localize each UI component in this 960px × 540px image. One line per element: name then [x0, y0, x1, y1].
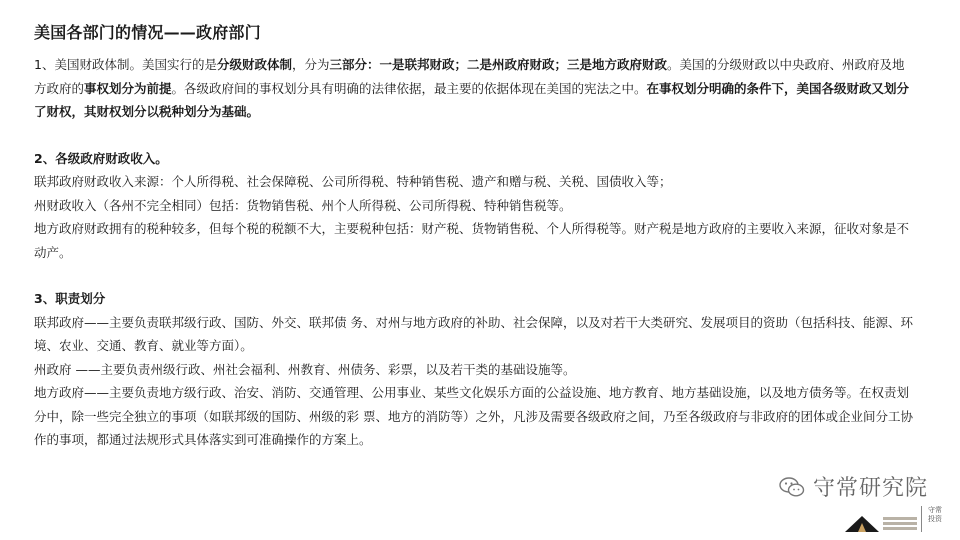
federal-duties: 联邦政府——主要负责联邦级行政、国防、外交、联邦债 务、对州与地方政府的补助、社会保障，以及对若干大类研究、发展项目的资助（包括科技、能源、环境、农业、交通、教育、就业等方面）。: [34, 314, 913, 353]
bold-run: 在事权划分明确的条件下，美国各级财政又划分了财权，其财权划分以税种划分为基础。: [34, 80, 910, 119]
watermark: [779, 471, 928, 502]
page-title: 美国各部门的情况——政府部门: [34, 23, 261, 42]
local-duties: 地方政府——主要负责地方级行政、治安、消防、交通管理、公用事业、某些文化娱乐方面的公益设施、地方教育、地方基础设施，以及地方债务等。在权责划分中，除一些完全独立的事项（如联邦级的国防、州级的彩 票、地方的消防等）之外，凡涉及需要各级政府之间，乃至各级政府与非政府的团体或企业间分工协作的事项，都通过法规形式具体落实到可准确操作的方案上。: [34, 385, 913, 447]
text-run: 。美国的分级财政以中央政府、州政府及地方政府的: [34, 57, 905, 96]
section-2-heading: 2、各级政府财政收入。: [34, 150, 168, 166]
state-duties: 州政府 ——主要负责州级行政、州社会福利、州教育、州债务、彩票，以及若干类的基础设施等。: [34, 361, 576, 377]
bold-run: 事权划分为前提: [84, 80, 172, 96]
section-3-heading: 3、职责划分: [34, 291, 106, 306]
mountain-logo-icon: [845, 512, 879, 532]
federal-revenue: 联邦政府财政收入来源：个人所得税、社会保障税、公司所得税、特种销售税、遗产和赠与税、关税、国债收入等；: [34, 174, 672, 189]
local-revenue: 地方政府财政拥有的税种较多，但每个税的税额不大，主要税种包括：财产税、货物销售税、个人所得税等。财产税是地方政府的主要收入来源，征收对象是不动产。: [34, 221, 910, 260]
text-run: ，分为: [291, 57, 330, 72]
watermark-text: 守常研究院: [812, 476, 928, 501]
slide-body: [34, 53, 914, 452]
bold-run: 分级财政体制: [216, 57, 292, 72]
bold-run: 三部分：一是联邦财政；二是州政府财政；三是地方政府财政: [329, 57, 668, 72]
logo-lines: [883, 517, 917, 530]
wechat-icon: [779, 476, 805, 498]
logo-seal: 守常 投资: [921, 506, 946, 532]
state-revenue: 州财政收入（各州不完全相同）包括：货物销售税、州个人所得税、公司所得税、特种销售税等。: [34, 197, 572, 213]
section-1-paragraph: [34, 53, 914, 124]
text-run: 1、美国财政体制。美国实行的是: [34, 57, 217, 72]
brand-logo: [845, 506, 946, 532]
text-run: 。各级政府间的事权划分具有明确的法律依据，最主要的依据体现在美国的宪法之中。: [171, 80, 647, 96]
